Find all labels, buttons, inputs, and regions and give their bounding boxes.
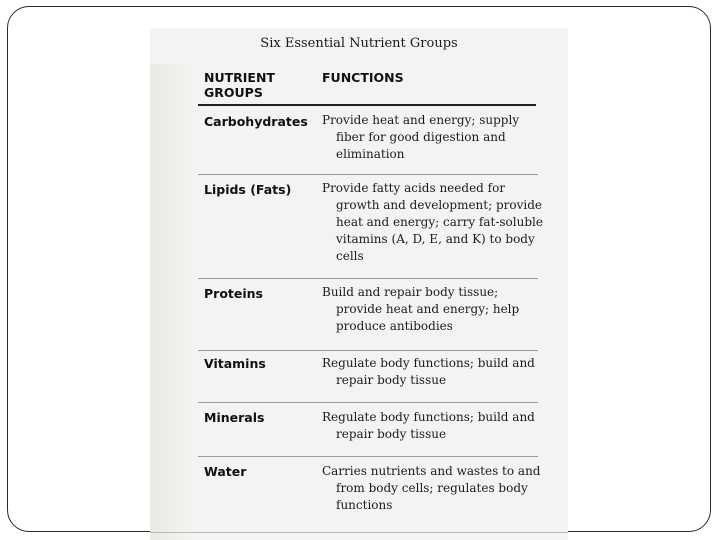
scan-shading — [150, 64, 190, 540]
row-name-lipids: Lipids (Fats) — [204, 182, 292, 197]
row-divider — [198, 456, 538, 457]
row-function-water: Carries nutrients and wastes to and from body cells; regulates body functions — [322, 464, 541, 512]
row-divider — [198, 350, 538, 351]
row-name-vitamins: Vitamins — [204, 356, 266, 371]
header-functions: FUNCTIONS — [322, 70, 404, 85]
row-divider — [198, 402, 538, 403]
row-name-minerals: Minerals — [204, 410, 265, 425]
row-divider — [198, 278, 538, 279]
row-function-minerals: Regulate body functions; build and repair body tissue — [322, 410, 535, 441]
header-nutrient-groups: NUTRIENT GROUPS — [204, 70, 275, 100]
row-function-lipids: Provide fatty acids needed for growth and development; provide heat and energy; carry fat-soluble vitamins (A, D, E, and K) to body cells — [322, 181, 543, 263]
row-name-carbohydrates: Carbohydrates — [204, 114, 308, 129]
header-divider — [198, 104, 536, 106]
table-title: Six Essential Nutrient Groups — [260, 36, 458, 51]
row-function-vitamins: Regulate body functions; build and repair body tissue — [322, 356, 535, 387]
row-name-water: Water — [204, 464, 247, 479]
row-divider — [198, 174, 538, 175]
row-function-carbohydrates: Provide heat and energy; supply fiber for good digestion and elimination — [322, 113, 520, 161]
row-function-proteins: Build and repair body tissue; provide heat and energy; help produce antibodies — [322, 285, 520, 333]
scanned-table-image — [150, 28, 568, 540]
scan-bottom-edge — [150, 532, 568, 533]
row-name-proteins: Proteins — [204, 286, 263, 301]
